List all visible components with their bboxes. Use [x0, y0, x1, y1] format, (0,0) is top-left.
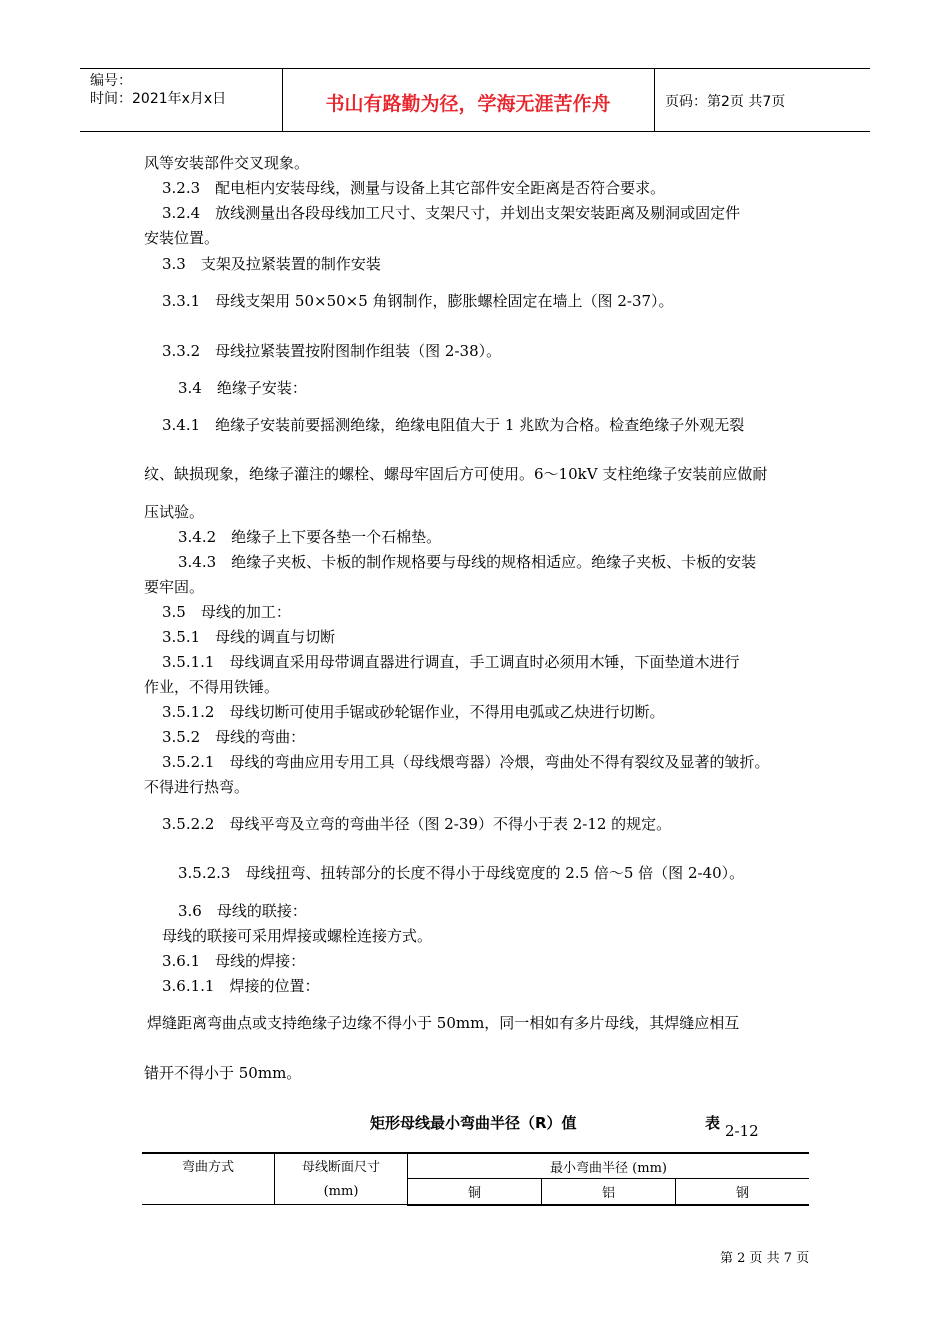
body-line: 3.3.1 母线支架用 50×50×5 角钢制作，膨胀螺栓固定在墙上（图 2-37）。 — [162, 292, 674, 310]
body-line: 安装位置。 — [144, 229, 220, 247]
section-heading: 3.6.1.1 焊接的位置： — [162, 977, 320, 995]
page-footer: 第 2 页 共 7 页 — [720, 1251, 810, 1266]
body-line: 3.5.2.1 母线的弯曲应用专用工具（母线煨弯器）冷煨，弯曲处不得有裂纹及显著的皱折。 — [162, 753, 770, 771]
header-bend-mode: 弯曲方式 — [142, 1153, 275, 1205]
body-line: 3.4.1 绝缘子安装前要摇测绝缘，绝缘电阻值大于 1 兆欧为合格。检查绝缘子外观无裂 — [162, 416, 745, 434]
section-heading: 3.5.2 母线的弯曲： — [162, 728, 306, 746]
table-caption: 矩形母线最小弯曲半径（R）值 — [370, 1114, 577, 1132]
document-date-label: 时间：2021年x月x日 — [90, 91, 227, 107]
table-number-prefix: 表 — [705, 1114, 721, 1132]
header-motto: 书山有路勤为径，学海无涯苦作舟 — [325, 93, 611, 115]
section-heading: 3.6.1 母线的焊接： — [162, 952, 306, 970]
body-line: 3.5.1.1 母线调直采用母带调直器进行调直，手工调直时必须用木锤，下面垫道木进行 — [162, 653, 740, 671]
body-line: 3.5.2.3 母线扭弯、扭转部分的长度不得小于母线宽度的 2.5 倍～5 倍（图 2-40）。 — [178, 864, 745, 882]
body-line: 母线的联接可采用焊接或螺栓连接方式。 — [162, 927, 433, 945]
body-line: 纹、缺损现象，绝缘子灌注的螺栓、螺母牢固后方可使用。6～10kV 支柱绝缘子安装前应做耐 — [144, 465, 768, 483]
section-heading: 3.3 支架及拉紧装置的制作安装 — [162, 255, 381, 273]
header-motto-cell — [282, 69, 655, 131]
header-section-size-label: 母线断面尺寸 — [301, 1160, 380, 1175]
header-page-cell — [655, 69, 870, 131]
body-line: 压试验。 — [144, 503, 205, 521]
header-meta-cell — [80, 69, 283, 131]
body-line: 3.4.2 绝缘子上下要各垫一个石棉垫。 — [178, 528, 442, 546]
body-line: 3.4.3 绝缘子夹板、卡板的制作规格要与母线的规格相适应。绝缘子夹板、卡板的安装 — [178, 553, 757, 571]
body-line: 3.2.4 放线测量出各段母线加工尺寸、支架尺寸，并划出支架安装距离及剔洞或固定件 — [162, 204, 741, 222]
body-line: 作业，不得用铁锤。 — [144, 678, 280, 696]
header-section-size — [275, 1153, 408, 1205]
body-line: 3.5.2.2 母线平弯及立弯的弯曲半径（图 2-39）不得小于表 2-12 的规定。 — [162, 815, 672, 833]
bend-radius-table — [142, 1152, 809, 1206]
page-header — [80, 68, 870, 132]
header-copper: 铜 — [408, 1179, 542, 1205]
document-number-label: 编号： — [90, 73, 132, 89]
header-section-size-unit: (mm) — [323, 1184, 359, 1199]
body-line: 风等安装部件交叉现象。 — [144, 154, 310, 172]
header-min-radius: 最小弯曲半径 (mm) — [408, 1153, 810, 1179]
body-line: 要牢固。 — [144, 578, 205, 596]
body-line: 焊缝距离弯曲点或支持绝缘子边缘不得小于 50mm，同一相如有多片母线，其焊缝应相互 — [147, 1014, 740, 1032]
section-heading: 3.6 母线的联接： — [178, 902, 307, 920]
table-number: 2-12 — [725, 1122, 759, 1140]
section-heading: 3.5.1 母线的调直与切断 — [162, 628, 336, 646]
body-line: 不得进行热弯。 — [144, 778, 250, 796]
body-line: 错开不得小于 50mm。 — [144, 1064, 302, 1082]
header-page-number: 页码：第2页 共7页 — [665, 94, 786, 110]
body-line: 3.3.2 母线拉紧装置按附图制作组装（图 2-38）。 — [162, 342, 502, 360]
section-heading: 3.5 母线的加工： — [162, 603, 291, 621]
body-line: 3.2.3 配电柜内安装母线，测量与设备上其它部件安全距离是否符合要求。 — [162, 179, 666, 197]
section-heading: 3.4 绝缘子安装： — [178, 379, 307, 397]
header-aluminum: 铝 — [542, 1179, 676, 1205]
body-line: 3.5.1.2 母线切断可使用手锯或砂轮锯作业，不得用电弧或乙炔进行切断。 — [162, 703, 665, 721]
header-steel: 钢 — [676, 1179, 810, 1205]
